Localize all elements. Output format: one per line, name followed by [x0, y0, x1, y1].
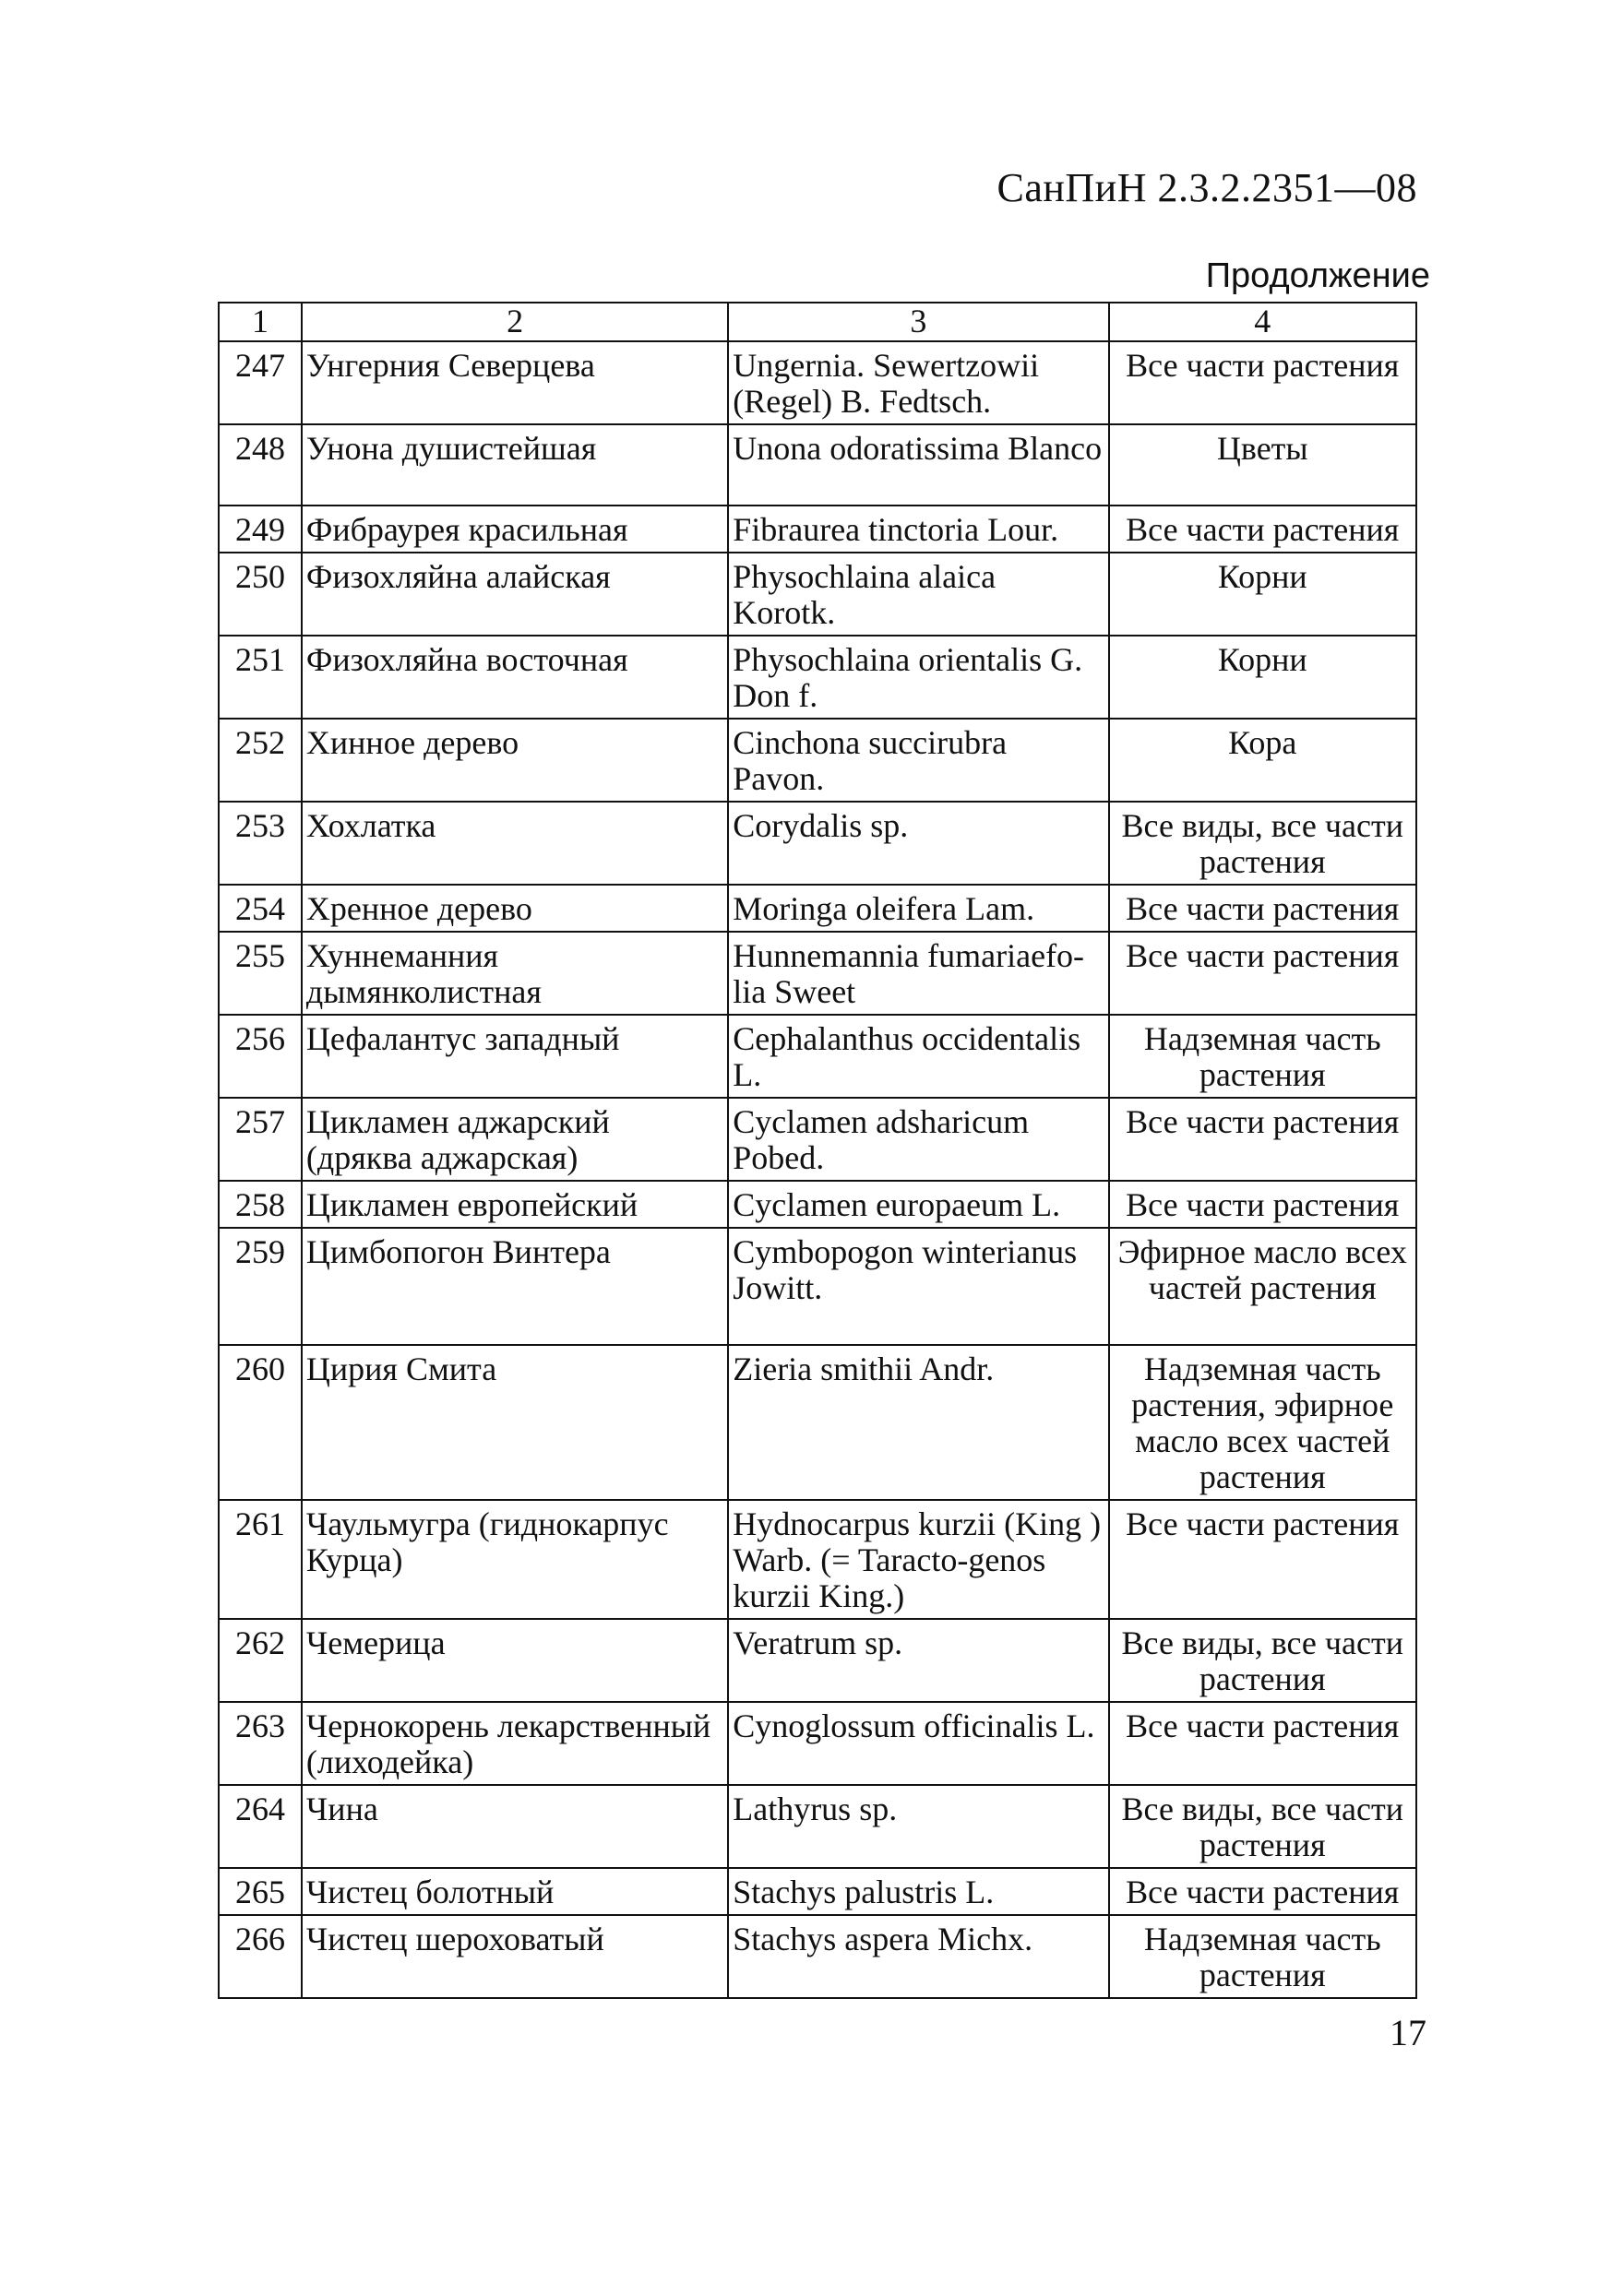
row-number-cell: 260 [219, 1345, 302, 1500]
russian-name-cell: Цикламен аджарский (дряква аджарская) [302, 1098, 728, 1181]
russian-name-cell: Чаульмугра (гиднокарпус Курца) [302, 1500, 728, 1619]
plant-part-cell: Все части растения [1109, 885, 1416, 932]
latin-name-cell: Cyclamen adsharicum Pobed. [728, 1098, 1108, 1181]
row-number-cell: 261 [219, 1500, 302, 1619]
column-header: 2 [302, 303, 728, 341]
latin-name-cell: Physochlaina orientalis G. Don f. [728, 636, 1108, 719]
russian-name-cell: Цирия Смита [302, 1345, 728, 1500]
russian-name-cell: Фибраурея красильная [302, 506, 728, 553]
plant-part-cell: Все части растения [1109, 1702, 1416, 1785]
russian-name-cell: Цимбопогон Винтера [302, 1228, 728, 1345]
russian-name-cell: Хуннеманния дымянколистная [302, 932, 728, 1015]
latin-name-cell: Cynoglossum officinalis L. [728, 1702, 1108, 1785]
plant-part-cell: Все части растения [1109, 1500, 1416, 1619]
table-row [219, 1181, 1416, 1228]
latin-name-cell: Unona odoratissima Blanco [728, 424, 1108, 506]
latin-name-cell: Stachys aspera Michx. [728, 1915, 1108, 1998]
row-number-cell: 248 [219, 424, 302, 506]
plant-part-cell: Корни [1109, 553, 1416, 636]
plant-part-cell: Все виды, все части растения [1109, 1785, 1416, 1868]
plant-part-cell: Все части растения [1109, 932, 1416, 1015]
table-row [219, 1345, 1416, 1500]
row-number-cell: 253 [219, 802, 302, 885]
table-row [219, 1015, 1416, 1098]
plant-part-cell: Надземная часть растения [1109, 1915, 1416, 1998]
latin-name-cell: Lathyrus sp. [728, 1785, 1108, 1868]
row-number-cell: 262 [219, 1619, 302, 1702]
plant-part-cell: Эфирное масло всех частей растения [1109, 1228, 1416, 1345]
table-row [219, 341, 1416, 424]
plant-part-cell: Все части растения [1109, 341, 1416, 424]
latin-name-cell: Fibraurea tinctoria Lour. [728, 506, 1108, 553]
russian-name-cell: Хренное дерево [302, 885, 728, 932]
plant-part-cell: Надземная часть растения [1109, 1015, 1416, 1098]
russian-name-cell: Физохляйна восточная [302, 636, 728, 719]
row-number-cell: 249 [219, 506, 302, 553]
latin-name-cell: Physochlaina alaica Korotk. [728, 553, 1108, 636]
russian-name-cell: Чистец болотный [302, 1868, 728, 1915]
russian-name-cell: Цикламен европейский [302, 1181, 728, 1228]
latin-name-cell: Veratrum sp. [728, 1619, 1108, 1702]
document-code: СанПиН 2.3.2.2351—08 [996, 165, 1417, 210]
row-number-cell: 265 [219, 1868, 302, 1915]
table-row [219, 506, 1416, 553]
russian-name-cell: Унгерния Северцева [302, 341, 728, 424]
russian-name-cell: Хохлатка [302, 802, 728, 885]
russian-name-cell: Чина [302, 1785, 728, 1868]
plant-part-cell: Надземная часть растения, эфирное масло всех частей растения [1109, 1345, 1416, 1500]
table-row [219, 1702, 1416, 1785]
table-row [219, 885, 1416, 932]
table-header-row [219, 303, 1416, 341]
row-number-cell: 258 [219, 1181, 302, 1228]
table-row [219, 1915, 1416, 1998]
table-row [219, 932, 1416, 1015]
latin-name-cell: Hunnemannia fumariaefo-lia Sweet [728, 932, 1108, 1015]
row-number-cell: 256 [219, 1015, 302, 1098]
row-number-cell: 254 [219, 885, 302, 932]
table-row [219, 1228, 1416, 1345]
latin-name-cell: Stachys palustris L. [728, 1868, 1108, 1915]
plant-part-cell: Все части растения [1109, 506, 1416, 553]
row-number-cell: 250 [219, 553, 302, 636]
row-number-cell: 251 [219, 636, 302, 719]
plant-part-cell: Все части растения [1109, 1098, 1416, 1181]
table-row [219, 1098, 1416, 1181]
row-number-cell: 263 [219, 1702, 302, 1785]
table-row [219, 553, 1416, 636]
column-header: 4 [1109, 303, 1416, 341]
column-header: 3 [728, 303, 1108, 341]
latin-name-cell: Cyclamen europaeum L. [728, 1181, 1108, 1228]
latin-name-cell: Ungernia. Sewertzowii (Regel) B. Fedtsch. [728, 341, 1108, 424]
table-row [219, 1500, 1416, 1619]
russian-name-cell: Чемерица [302, 1619, 728, 1702]
column-header: 1 [219, 303, 302, 341]
table-row [219, 1619, 1416, 1702]
russian-name-cell: Унона душистейшая [302, 424, 728, 506]
plants-table [218, 302, 1417, 1999]
table-row [219, 802, 1416, 885]
latin-name-cell: Moringa oleifera Lam. [728, 885, 1108, 932]
latin-name-cell: Zieria smithii Andr. [728, 1345, 1108, 1500]
row-number-cell: 257 [219, 1098, 302, 1181]
plant-part-cell: Кора [1109, 719, 1416, 802]
row-number-cell: 255 [219, 932, 302, 1015]
russian-name-cell: Физохляйна алайская [302, 553, 728, 636]
plant-part-cell: Все части растения [1109, 1181, 1416, 1228]
row-number-cell: 266 [219, 1915, 302, 1998]
plant-part-cell: Корни [1109, 636, 1416, 719]
plant-part-cell: Все части растения [1109, 1868, 1416, 1915]
plant-part-cell: Все виды, все части растения [1109, 1619, 1416, 1702]
row-number-cell: 252 [219, 719, 302, 802]
table-row [219, 1785, 1416, 1868]
russian-name-cell: Цефалантус западный [302, 1015, 728, 1098]
russian-name-cell: Чернокорень лекарственный (лиходейка) [302, 1702, 728, 1785]
latin-name-cell: Cephalanthus occidentalis L. [728, 1015, 1108, 1098]
latin-name-cell: Hydnocarpus kurzii (King ) Warb. (= Taracto-genos kurzii King.) [728, 1500, 1108, 1619]
plant-part-cell: Все виды, все части растения [1109, 802, 1416, 885]
row-number-cell: 264 [219, 1785, 302, 1868]
table-row [219, 719, 1416, 802]
latin-name-cell: Corydalis sp. [728, 802, 1108, 885]
russian-name-cell: Чистец шероховатый [302, 1915, 728, 1998]
table-row [219, 424, 1416, 506]
latin-name-cell: Cinchona succirubra Pavon. [728, 719, 1108, 802]
russian-name-cell: Хинное дерево [302, 719, 728, 802]
row-number-cell: 247 [219, 341, 302, 424]
latin-name-cell: Cymbopogon winterianus Jowitt. [728, 1228, 1108, 1345]
table-row [219, 1868, 1416, 1915]
table-row [219, 636, 1416, 719]
row-number-cell: 259 [219, 1228, 302, 1345]
page-number: 17 [1390, 2012, 1426, 2053]
plant-part-cell: Цветы [1109, 424, 1416, 506]
continuation-label: Продолжение [1205, 256, 1430, 295]
